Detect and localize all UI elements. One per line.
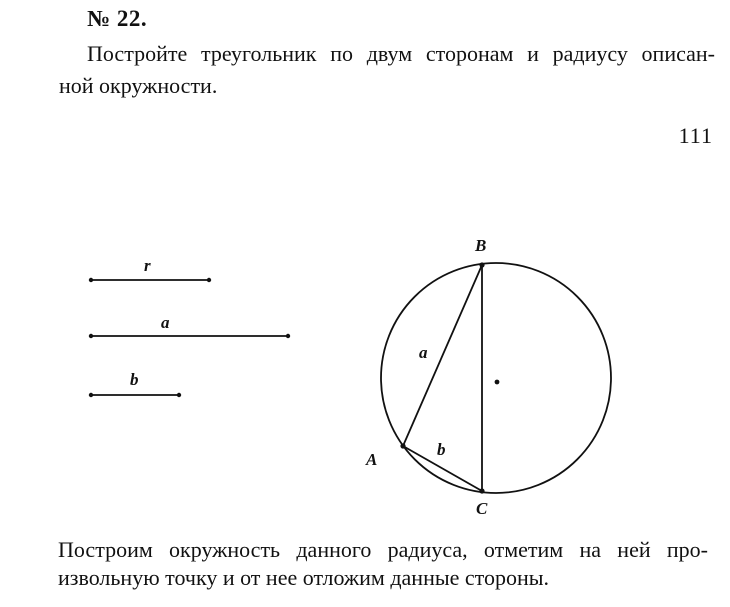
side-b-label: b — [437, 440, 446, 459]
side-a-label: a — [419, 343, 428, 362]
segment-a — [89, 313, 290, 338]
solution-text-line-1: Построим окружность данного радиуса, отметим на ней про- — [58, 537, 708, 562]
segment-a-label: a — [161, 313, 170, 332]
problem-statement-line-2: ной окружности. — [59, 73, 218, 98]
segment-b — [89, 370, 181, 397]
segment-b-label: b — [130, 370, 139, 389]
vertex-b-label: B — [475, 236, 487, 255]
vertex-c — [479, 488, 484, 493]
vertex-a — [400, 443, 405, 448]
vertex-a-label: A — [366, 450, 378, 469]
segment-r — [89, 256, 211, 282]
vertex-c-label: C — [476, 499, 488, 518]
problem-statement-line-1: Постройте треугольник по двум сторонам и радиусу описан- — [87, 41, 715, 66]
solution-text-line-2: извольную точку и от нее отложим данные стороны. — [58, 565, 550, 590]
page-number: 111 — [678, 123, 713, 148]
vertex-b — [479, 262, 484, 267]
circle-center-point — [495, 380, 500, 385]
side-ab — [403, 265, 482, 446]
circumscribed-circle — [381, 263, 611, 493]
circumscribed-construction — [365, 236, 611, 518]
solution-text — [58, 536, 708, 592]
problem-number: № 22. — [87, 6, 148, 31]
given-segments — [89, 256, 290, 397]
segment-r-label: r — [144, 256, 151, 275]
